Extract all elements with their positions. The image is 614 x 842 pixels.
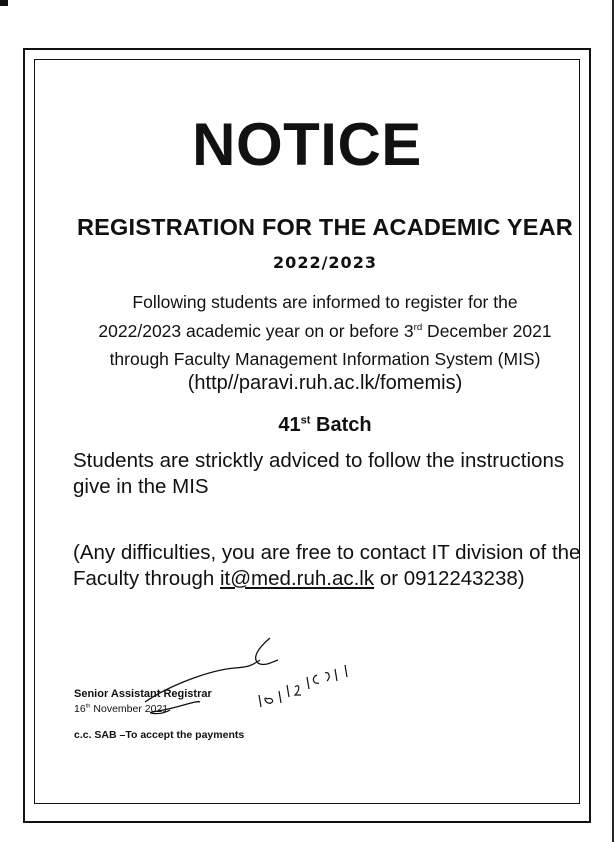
notice-title: NOTICE <box>192 111 422 178</box>
contact-line-2-pre: Faculty through <box>73 567 220 590</box>
contact-line-1: (Any difficulties, you are free to contact IT division of the <box>73 541 581 564</box>
contact-line-2 <box>73 566 580 592</box>
notice-subtitle: REGISTRATION FOR THE ACADEMIC YEAR <box>77 214 573 240</box>
instruction-line-1: Students are stricktly adviced to follow the instructions <box>73 449 565 472</box>
paragraph-line-2 <box>0 317 614 346</box>
paragraph-line-2-sup: rd <box>413 321 423 333</box>
instruction-line-2: give in the MIS <box>73 475 209 498</box>
signatory-title: Senior Assistant Registrar <box>74 688 212 700</box>
paragraph-line-1: Following students are informed to register for the <box>132 292 518 312</box>
signature-date-day: 16 <box>74 703 86 715</box>
signature-date-rest: November 2021 <box>90 703 169 715</box>
batch-word: Batch <box>310 414 372 436</box>
contact-line-2-post: or 0912243238) <box>374 567 525 590</box>
signature-date-sup: th <box>85 703 91 710</box>
scan-mark <box>0 0 8 6</box>
mis-url: (http//paravi.ruh.ac.lk/fomemis) <box>187 372 463 394</box>
handwritten-date <box>255 655 365 710</box>
batch-sup: st <box>300 414 311 427</box>
cc-note: c.c. SAB –To accept the payments <box>74 729 245 741</box>
paragraph-line-3: through Faculty Management Information System (MIS) <box>109 349 541 369</box>
contact-text <box>73 540 580 592</box>
batch-number: 41 <box>278 414 301 436</box>
paragraph-line-2-post: December 2021 <box>422 320 552 341</box>
notice-paragraph <box>0 288 614 374</box>
paragraph-line-2-pre: 2022/2023 academic year on or before 3 <box>98 320 414 341</box>
signature-date <box>74 703 168 715</box>
instruction-text <box>73 448 564 500</box>
contact-email-link[interactable]: it@med.ruh.ac.lk <box>220 567 375 590</box>
batch-label <box>0 414 614 437</box>
academic-year: 2022/2023 <box>273 253 377 272</box>
